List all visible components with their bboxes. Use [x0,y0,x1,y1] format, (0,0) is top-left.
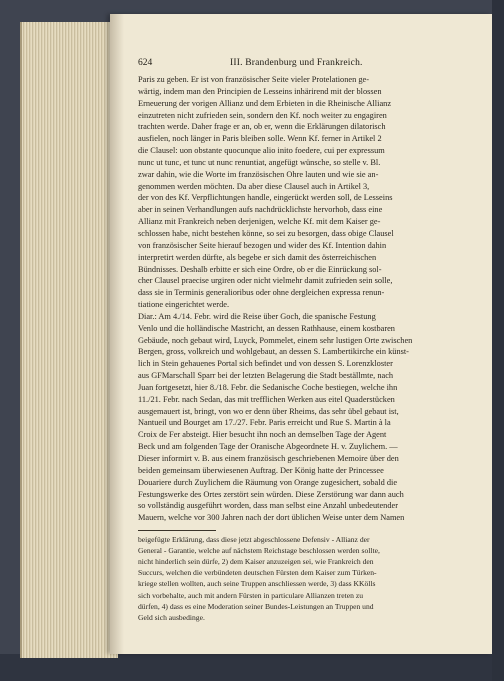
body-line: Juan fortgesetzt, hier 8./18. Febr. die Sedanische Coche bestiegen, welche ihn [138,382,398,392]
body-line: Croix de Fer absteigt. Hier besucht ihn noch an demselben Tage der Agent [138,430,387,440]
footnote-line: Succurs, welchen die verbündeten deutschen Fürsten dem Kaiser zum Türken- [138,568,377,578]
body-line: die Clausel: uon obstante quocunque alio inito foedere, cui per expressum [138,146,385,156]
body-text [138,74,468,524]
book-cover [0,654,504,681]
footnote-line: kriege stellen wollten, auch seine Truppen anschliessen werde, 3) dass KKölls [138,579,376,589]
body-line: Douariere durch Zuylichem die Räumung von Orange zugesichert, sobald die [138,477,398,487]
body-line: Paris zu geben. Er ist von französischer Seite vieler Protelationen ge- [138,75,370,84]
body-line: wärtig, indem man den Principien de Lesseins inhärirend mit der blossen [138,86,382,96]
body-line: ausfielen, noch länger in Paris bleiben solle. Wenn Kf. ferner in Artikel 2 [138,134,382,144]
book-edge [492,0,504,681]
footnote-line: Geld sich ausbedinge. [138,612,205,622]
body-line: einzutreten nicht zufrieden sein, sondern den Kf. noch weiter zu engagiren [138,110,387,120]
body-line: aus GFMarschall Sparr bei der letzten Belagerung die Stadt beställmte, nach [138,371,394,381]
footnote-line: nicht hinderlich sein dürfe, 2) dem Kaiser anzuzeigen sei, wie Frankreich den [138,557,374,567]
body-line: Diar.: Am 4./14. Febr. wird die Reise über Goch, die spanische Festung [138,311,376,321]
body-line: interpretirt werden dürfte, als begebe er sich damit des österreichischen [138,252,377,262]
body-line: lich in Stein gehauenes Portal sich befindet und von dessen S. Lorenzkloster [138,359,393,369]
body-line: Bündnisses. Deshalb erbitte er sich eine Ordre, ob er die Einrückung sol- [138,264,382,274]
body-line: so vollständig ausgeführt worden, dass man selbst eine Anzahl unbedeutender [138,501,398,511]
body-line: Nantueil und Bourget am 17./27. Febr. Paris erreicht und Rue S. Martin à la [138,418,391,428]
footnote-line: beigefügte Erklärung, dass diese jetzt abgeschlossene Defensiv - Allianz der [138,535,370,545]
footnote-line: General - Garantie, welche auf nächstem Reichstage beschlossen werden sollte, [138,546,380,556]
body-line: tiatione eingerichtet werde. [138,300,230,310]
body-line: Festungswerke des Ortes zerstört sein würden. Diese Zerstörung war dann auch [138,489,404,499]
page-gutter [110,14,124,654]
footnote-text [138,534,468,623]
body-line: Allianz mit Frankreich neben derjenigen, welche Kf. mit dem Kaiser ge- [138,217,381,227]
body-line: genommen werden möchten. Da aber diese Clausel auch in Artikel 3, [138,181,370,191]
body-line: Mauern, welche vor 300 Jahren nach der dort üblichen Weise unter dem Namen [138,513,405,523]
body-line: beiden gemeinsam überwiesenen Auftrag. Der König hatte der Princessee [138,465,384,475]
body-line: cher Clausel praecise urgiren oder nicht vielmehr damit zufrieden sein solle, [138,276,393,286]
body-line: 11./21. Febr. nach Sedan, das mit trefflichen Werken aus eitel Quaderstücken [138,394,395,404]
running-title: III. Brandenburg und Frankreich. [230,58,363,68]
body-line: von französischer Seite hierauf bezogen und wider des Kf. Intention dahin [138,240,387,250]
footnote-line: dürfen, 4) dass es eine Moderation seiner Bundes-Leistungen an Truppen und [138,601,374,611]
body-line: Beck und am folgenden Tage der Oranische Abgeordnete H. v. Zuylichem. — [138,442,398,452]
running-header [138,58,464,70]
body-line: der von des Kf. Verpflichtungen handle, eingerückt werden soll, de Lesseins [138,193,393,203]
body-line: aber in seinen Verhandlungen aufs nachdrücklichste hervorhob, dass eine [138,205,383,215]
body-line: Venlo und die holländische Mastricht, an dessen Rathhause, einem kostbaren [138,323,395,333]
page-text [138,74,468,623]
page-edges [20,22,118,658]
body-line: Dieser informirt v. B. aus einem französisch geschriebenen Memoire über den [138,454,399,463]
body-line: dass sie in Terminis generalioribus oder ohne dergleichen expressa renun- [138,288,385,298]
body-line: ausgemauert ist, bringt, von wo er denn über Rheims, das sehr übel gebaut ist, [138,406,399,416]
footnote-line: sich vorbehalte, auch mit andern Fürsten in particulare Allianzen treten zu [138,590,363,600]
body-line: nunc ut tunc, et tunc ut nunc renuntiat, angefügt wünsche, so stelle v. Bl. [138,157,381,167]
body-line: Erneuerung der vorigen Allianz und dem Erbieten in die Rheinische Allianz [138,98,392,108]
body-line: schlossen habe, nicht bestehen könne, so sei zu besorgen, dass obige Clausel [138,228,394,238]
body-line: trachten werde. Daher frage er an, ob er, wenn die Erklärungen dilatorisch [138,122,386,132]
body-line: Bergen, gross, volkreich und wohlgebaut, an dessen S. Lambertikirche ein künst- [138,347,409,357]
footnote-rule [138,530,216,531]
body-line: Gebäude, noch gebaut wird, Luyck, Pommelet, einem sehr lustigen Orte zwischen [138,335,413,345]
page-number: 624 [138,58,153,68]
body-line: zwar dahin, wie die Worte im französischen Ohre lauten und wie sie an- [138,169,379,179]
